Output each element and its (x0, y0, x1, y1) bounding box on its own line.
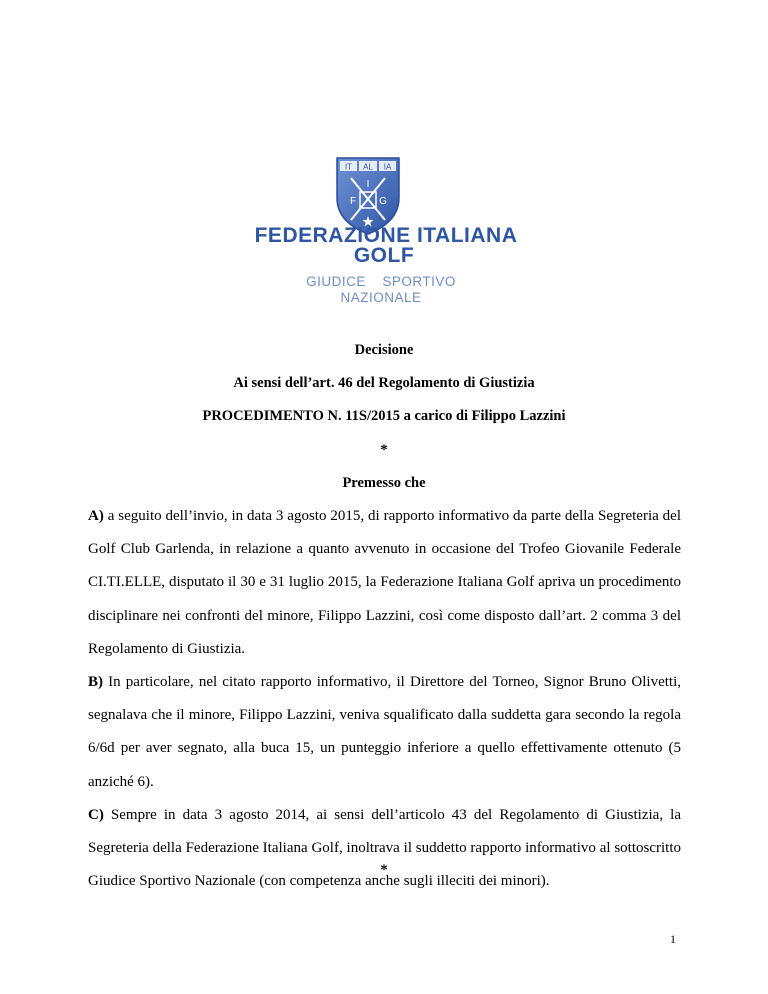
logo-letter-i: I (366, 179, 370, 190)
org-name-line1: FEDERAZIONE ITALIANA (254, 224, 518, 247)
proceeding-title: PROCEDIMENTO N. 11S/2015 a carico di Filippo Lazzini (202, 408, 566, 424)
document-body (88, 500, 681, 898)
paragraph-text: a seguito dell’invio, in data 3 agosto 2015, di rapporto informativo da parte della Segreteria del Golf Club Garlenda, in relazione a quanto avvenuto in occasione del Trofeo Giovanile Federale CI.TI.ELLE, disputato il 30 e 31 luglio 2015, la Federazione Italiana Golf apriva un procedimento disciplinare nei confronti del minore, Filippo Lazzini, così come disposto dall’art. 2 comma 3 del Regolamento di Giustizia. (88, 508, 681, 657)
paragraph-a (88, 500, 681, 666)
paragraph-label: B) (88, 674, 103, 691)
paragraph-b (88, 666, 681, 799)
footer-separator: * (380, 862, 388, 878)
office-name-line1: GIUDICE SPORTIVO (306, 274, 456, 289)
logo-letter-f: F (349, 196, 357, 207)
decision-heading: Decisione (354, 342, 414, 358)
org-name-line2: GOLF (353, 244, 415, 267)
office-name-line2: NAZIONALE (340, 290, 422, 305)
premise-heading: Premesso che (342, 475, 426, 491)
paragraph-label: C) (88, 806, 104, 823)
logo-letter-g: G (379, 196, 387, 207)
logo-badge-2: AL (363, 162, 373, 172)
logo-badge-3: IA (383, 162, 392, 172)
paragraph-text: In particolare, nel citato rapporto informativo, il Direttore del Torneo, Signor Bruno Olivetti, segnalava che il minore, Filippo Lazzini, veniva squalificato dalla suddetta gara secondo la regola 6/6d per aver segnato, alla buca 15, un punteggio inferiore a quello effettivamente ottenuto (5 anziché 6). (88, 674, 681, 790)
paragraph-label: A) (88, 508, 104, 524)
logo-badge-1: IT (344, 162, 353, 172)
section-separator: * (380, 442, 388, 458)
page-number: 1 (670, 932, 676, 946)
article-reference: Ai sensi dell’art. 46 del Regolamento di Giustizia (233, 375, 535, 391)
paragraph-text: Sempre in data 3 agosto 2014, ai sensi dell’articolo 43 del Regolamento di Giustizia, la Segreteria della Federazione Italiana Golf, inoltrava il suddetto rapporto informativo al sottoscritto Giudice Sportivo Nazionale (con competenza anche sugli illeciti dei minori). (88, 806, 681, 890)
paragraph-c (88, 799, 681, 899)
